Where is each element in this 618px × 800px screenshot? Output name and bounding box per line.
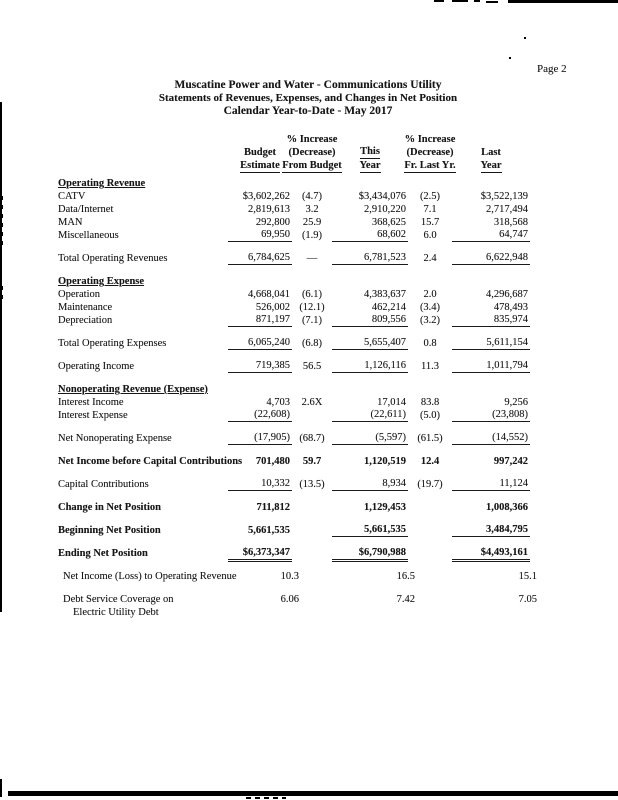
table-row-change-in-net-position: Change in Net Position 711,812 1,129,453 1,008,366 [58, 502, 528, 513]
scan-artifact [508, 0, 618, 3]
table-row-net-nonoperating: Net Nonoperating Expense (17,905) (68.7) (5,597) (61.5) (14,552) [58, 432, 528, 444]
table-row: CATV $3,602,262 (4.7) $3,434,076 (2.5) $3,522,139 [58, 191, 528, 202]
column-header-spacer [58, 133, 228, 173]
scan-artifact [524, 37, 526, 39]
statement-title: Statements of Revenues, Expenses, and Changes in Net Position [158, 92, 458, 104]
scan-artifact [246, 797, 286, 799]
scan-artifact [509, 57, 511, 59]
column-header-last-year: Last Year [480, 147, 502, 171]
column-header-this-year: This Year [359, 146, 381, 171]
table-row: MAN 292,800 25.9 368,625 15.7 318,568 [58, 217, 528, 228]
scan-artifact [0, 286, 3, 304]
scan-artifact [0, 102, 2, 612]
table-row-capital-contributions: Capital Contributions 10,332 (13.5) 8,934 (19.7) 11,124 [58, 478, 528, 490]
table-row-debt-service-coverage-line2: Electric Utility Debt [73, 607, 159, 618]
table-row-net-income-ratio: Net Income (Loss) to Operating Revenue 10.3 16.5 15.1 [63, 571, 537, 582]
table-row-total: Total Operating Revenues 6,784,625 — 6,781,523 2.4 6,622,948 [58, 252, 528, 264]
table-row-ending-net-position: Ending Net Position $6,373,347 $6,790,988 $4,493,161 [58, 547, 528, 559]
table-row-beginning-net-position: Beginning Net Position 5,661,535 5,661,535 3,484,795 [58, 524, 528, 536]
table-row: Depreciation 871,197 (7.1) 809,556 (3.2) 835,974 [58, 314, 528, 326]
scan-artifact [486, 1, 498, 3]
page-number: Page 2 [537, 63, 567, 75]
document-title-block [58, 79, 558, 118]
table-row: Miscellaneous 69,950 (1.9) 68,602 6.0 64,747 [58, 229, 528, 241]
table-row-operating-income: Operating Income 719,385 56.5 1,126,116 11.3 1,011,794 [58, 360, 528, 372]
table-row: Interest Income 4,703 2.6X 17,014 83.8 9,256 [58, 397, 528, 408]
financial-table [58, 177, 537, 619]
table-row: Interest Expense (22,608) (22,611) (5.0) (23,808) [58, 409, 528, 421]
scan-artifact [0, 779, 2, 797]
table-row: Maintenance 526,002 (12.1) 462,214 (3.4) 478,493 [58, 302, 528, 313]
table-row-total: Total Operating Expenses 6,065,240 (6.8) 5,655,407 0.8 5,611,154 [58, 337, 528, 349]
table-row-debt-service-coverage: Debt Service Coverage on 6.06 7.42 7.05 [63, 594, 537, 605]
table-row: Operation 4,668,041 (6.1) 4,383,637 2.0 4,296,687 [58, 289, 528, 300]
scan-artifact [8, 791, 618, 796]
column-header-budget-estimate: Budget Estimate [240, 147, 280, 171]
column-header-pct-from-budget: % Increase (Decrease) From Budget [282, 134, 342, 171]
table-column-headers [58, 133, 530, 173]
section-heading-nonoperating: Nonoperating Revenue (Expense) [58, 384, 208, 395]
section-heading-operating-expense: Operating Expense [58, 276, 145, 287]
section-heading-operating-revenue: Operating Revenue [58, 178, 146, 189]
table-row-net-income-before-contributions: Net Income before Capital Contributions 701,480 59.7 1,120,519 12.4 997,242 [58, 456, 528, 467]
company-title: Muscatine Power and Water - Communications Utility [174, 79, 442, 91]
scan-artifact [434, 0, 444, 2]
scan-artifact [0, 196, 3, 248]
scan-artifact [474, 0, 480, 2]
scan-artifact [452, 0, 468, 2]
column-header-pct-fr-last-yr: % Increase (Decrease) Fr. Last Yr. [404, 134, 456, 171]
table-row: Data/Internet 2,819,613 3.2 2,910,220 7.1 2,717,494 [58, 204, 528, 215]
period-title: Calendar Year-to-Date - May 2017 [223, 104, 393, 117]
